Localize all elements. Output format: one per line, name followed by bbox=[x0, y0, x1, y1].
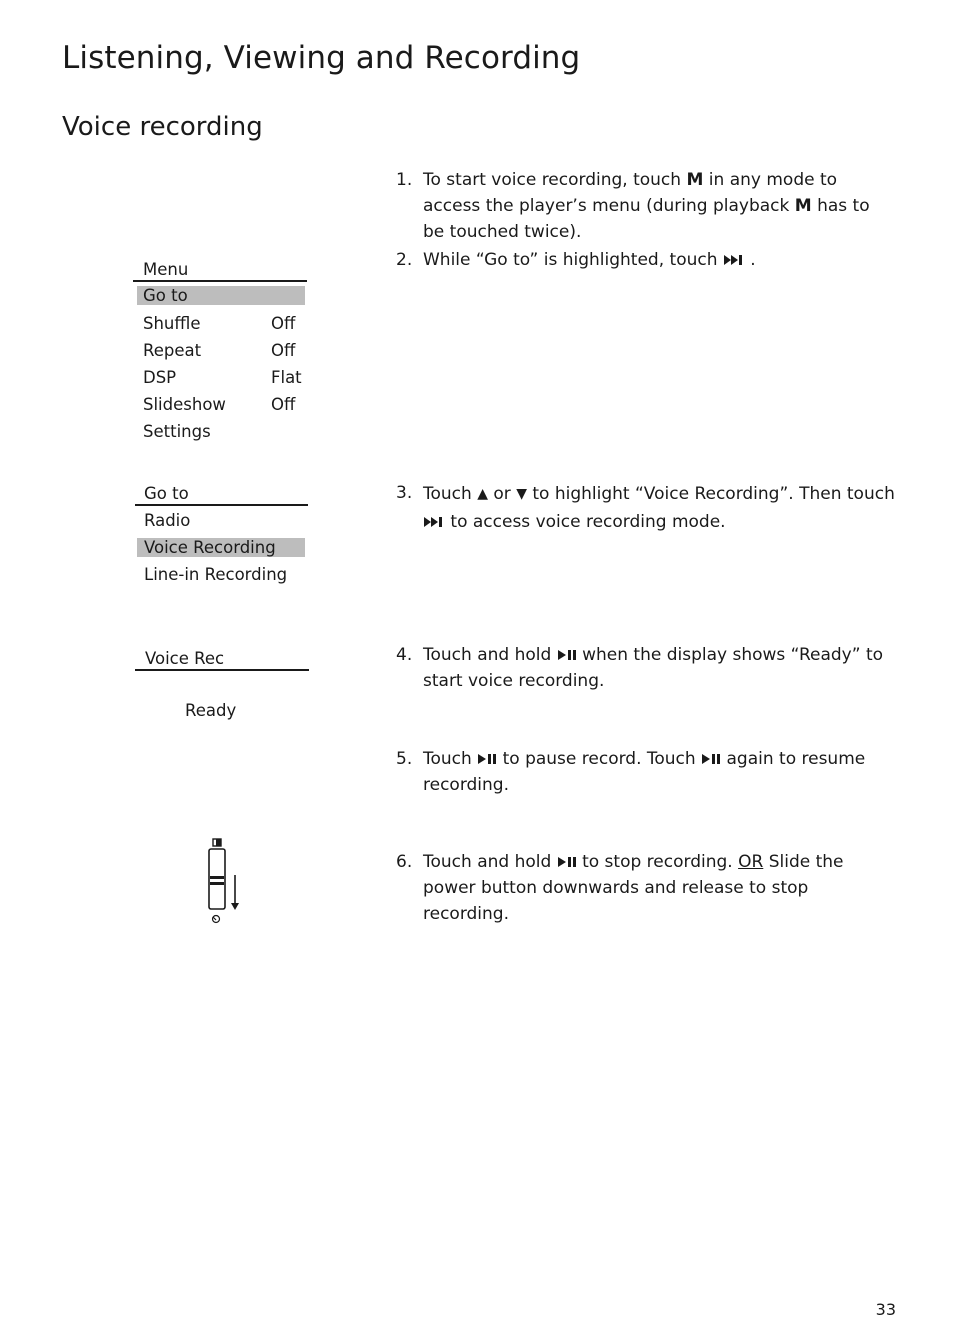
or-emphasis: OR bbox=[738, 852, 764, 872]
goto-item-voice-recording bbox=[137, 538, 305, 565]
goto-item-label: Voice Recording bbox=[144, 538, 276, 557]
step-text: Touch ▲ or ▼ to highlight “Voice Recording”. Then touch to access voice recording mode. bbox=[423, 480, 895, 536]
m-key: M bbox=[794, 196, 812, 216]
menu-item-label: Settings bbox=[143, 422, 211, 441]
section-title: Voice recording bbox=[62, 112, 263, 142]
play-pause-icon bbox=[701, 753, 721, 765]
goto-screen-header bbox=[135, 482, 308, 506]
menu-item-value: Off bbox=[271, 395, 296, 414]
voicerec-screen bbox=[135, 647, 309, 727]
menu-screen-header bbox=[133, 258, 307, 282]
step-text: Touch to pause record. Touch again to resume recording. bbox=[423, 749, 866, 795]
goto-screen bbox=[135, 482, 309, 592]
goto-screen-title: Go to bbox=[144, 484, 189, 503]
voicerec-screen-header bbox=[135, 647, 309, 671]
step-text: To start voice recording, touch M in any mode to access the player’s menu (during playback M has to be touched twice). bbox=[423, 170, 870, 242]
menu-item-goto bbox=[137, 286, 305, 313]
voicerec-screen-title: Voice Rec bbox=[145, 649, 225, 668]
play-pause-icon bbox=[557, 856, 577, 868]
goto-item-line-in-recording bbox=[138, 564, 308, 591]
menu-screen-title: Menu bbox=[143, 260, 189, 279]
goto-item-radio bbox=[138, 510, 308, 537]
menu-item-value: Off bbox=[271, 341, 296, 360]
goto-item-label: Line-in Recording bbox=[144, 565, 288, 584]
menu-item-settings bbox=[137, 421, 307, 448]
step-text: While “Go to” is highlighted, touch . bbox=[423, 250, 756, 270]
menu-item-label: DSP bbox=[143, 368, 177, 387]
power-slider-icon bbox=[205, 835, 245, 927]
menu-item-slideshow bbox=[137, 394, 307, 421]
step-number: 1. bbox=[396, 170, 413, 190]
play-pause-icon bbox=[557, 649, 577, 661]
menu-item-label: Repeat bbox=[143, 341, 202, 360]
menu-item-dsp bbox=[137, 367, 307, 394]
step-number: 4. bbox=[396, 645, 413, 665]
skip-next-icon bbox=[423, 516, 445, 528]
up-triangle-icon: ▲ bbox=[477, 486, 488, 502]
step-text: Touch and hold to stop recording. OR Slide the power button downwards and release to stop recording. bbox=[423, 852, 844, 924]
menu-item-shuffle bbox=[137, 313, 307, 340]
page-title: Listening, Viewing and Recording bbox=[62, 40, 581, 76]
step-number: 5. bbox=[396, 749, 413, 769]
menu-item-value: Flat bbox=[271, 368, 302, 387]
page-number: 33 bbox=[875, 1300, 896, 1319]
step-text: Touch and hold when the display shows “Ready” to start voice recording. bbox=[423, 645, 884, 691]
menu-item-label: Slideshow bbox=[143, 395, 226, 414]
step-number: 6. bbox=[396, 852, 413, 872]
down-triangle-icon: ▼ bbox=[516, 486, 527, 502]
menu-screen bbox=[133, 258, 307, 448]
menu-item-repeat bbox=[137, 340, 307, 367]
step-number: 3. bbox=[396, 483, 413, 503]
m-key: M bbox=[686, 170, 704, 190]
voicerec-status: Ready bbox=[185, 701, 237, 720]
menu-item-label: Shuffle bbox=[143, 314, 201, 333]
goto-item-label: Radio bbox=[144, 511, 191, 530]
menu-item-label: Go to bbox=[143, 286, 188, 305]
step-number: 2. bbox=[396, 250, 413, 270]
menu-item-value: Off bbox=[271, 314, 296, 333]
skip-next-icon bbox=[723, 254, 745, 266]
play-pause-icon bbox=[477, 753, 497, 765]
